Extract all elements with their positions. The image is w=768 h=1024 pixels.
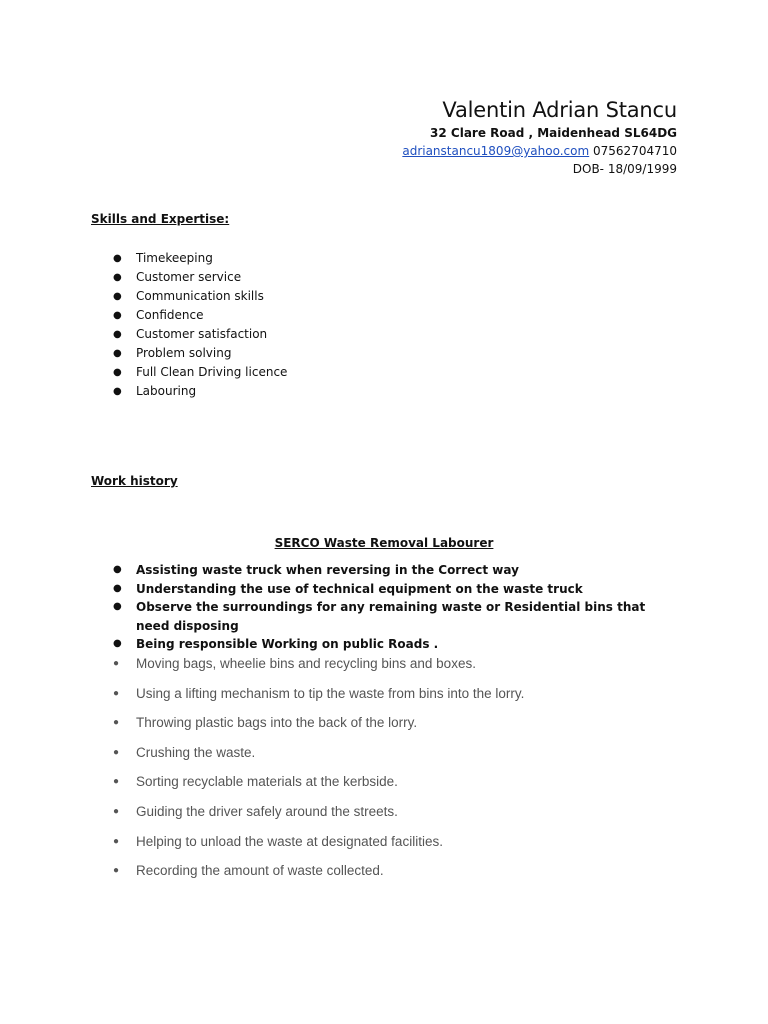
work-history-heading: Work history bbox=[91, 474, 178, 488]
bullet-icon: ● bbox=[113, 601, 122, 612]
bullet-icon: ● bbox=[113, 386, 122, 397]
bullet-icon: ● bbox=[113, 253, 122, 264]
contact-line bbox=[402, 142, 677, 160]
skill-item: ● Customer satisfaction bbox=[113, 325, 287, 344]
duties-plain-list bbox=[113, 655, 524, 892]
bullet-icon: ● bbox=[113, 717, 120, 729]
bullet-icon: ● bbox=[113, 582, 122, 594]
bullet-icon: ● bbox=[113, 638, 122, 649]
bullet-icon: ● bbox=[113, 776, 120, 788]
bullet-icon: ● bbox=[113, 348, 122, 359]
duty-item: ● Crushing the waste. bbox=[113, 744, 256, 760]
bullet-icon: ● bbox=[113, 564, 122, 575]
bullet-icon: ● bbox=[113, 835, 120, 847]
skill-item: ● Full Clean Driving licence bbox=[113, 363, 287, 382]
bullet-icon: ● bbox=[113, 746, 120, 758]
bullet-icon: ● bbox=[113, 329, 122, 340]
duty-item: ● Assisting waste truck when reversing in the Correct way bbox=[113, 561, 656, 580]
cv-header bbox=[402, 96, 677, 178]
bullet-icon: ● bbox=[113, 687, 120, 699]
duty-item: ● Being responsible Working on public Roads . bbox=[113, 635, 656, 654]
duties-bold-list bbox=[113, 561, 656, 654]
phone-number: 07562704710 bbox=[593, 144, 677, 158]
skill-item: ● Customer service bbox=[113, 268, 287, 287]
date-of-birth: DOB- 18/09/1999 bbox=[572, 162, 677, 176]
skill-item: ● Labouring bbox=[113, 382, 287, 401]
duty-item: ● Using a lifting mechanism to tip the waste from bins into the lorry. bbox=[113, 685, 525, 701]
bullet-icon: ● bbox=[113, 272, 122, 283]
email-link[interactable]: adrianstancu1809@yahoo.com bbox=[402, 144, 590, 158]
bullet-icon: ● bbox=[113, 310, 122, 321]
duty-item: ● Helping to unload the waste at designated facilities. bbox=[113, 833, 443, 849]
skill-item: ● Communication skills bbox=[113, 287, 287, 306]
bullet-icon: ● bbox=[113, 367, 122, 378]
bullet-icon: ● bbox=[113, 865, 120, 877]
skills-heading: Skills and Expertise: bbox=[91, 212, 230, 226]
bullet-icon: ● bbox=[113, 291, 122, 302]
bullet-icon: ● bbox=[113, 805, 120, 817]
skill-item: ● Confidence bbox=[113, 306, 287, 325]
skills-list bbox=[113, 249, 287, 401]
duty-item: ● Moving bags, wheelie bins and recycling bins and boxes. bbox=[113, 656, 476, 671]
skill-item: ● Timekeeping bbox=[113, 249, 287, 268]
duty-item: ● Guiding the driver safely around the streets. bbox=[113, 803, 398, 819]
job-title: SERCO Waste Removal Labourer bbox=[274, 536, 494, 550]
duty-item: ● Throwing plastic bags into the back of the lorry. bbox=[113, 715, 418, 731]
duty-item: ● Sorting recyclable materials at the kerbside. bbox=[113, 774, 398, 790]
duty-item: ● Understanding the use of technical equipment on the waste truck bbox=[113, 580, 656, 599]
address-line: 32 Clare Road , Maidenhead SL64DG bbox=[430, 126, 677, 140]
bullet-icon: ● bbox=[113, 658, 120, 669]
skill-item: ● Problem solving bbox=[113, 344, 287, 363]
duty-item: ● Observe the surroundings for any remaining waste or Residential bins that need disposing bbox=[113, 600, 646, 633]
applicant-name: Valentin Adrian Stancu bbox=[442, 98, 677, 122]
duty-item: ● Recording the amount of waste collected. bbox=[113, 863, 384, 879]
